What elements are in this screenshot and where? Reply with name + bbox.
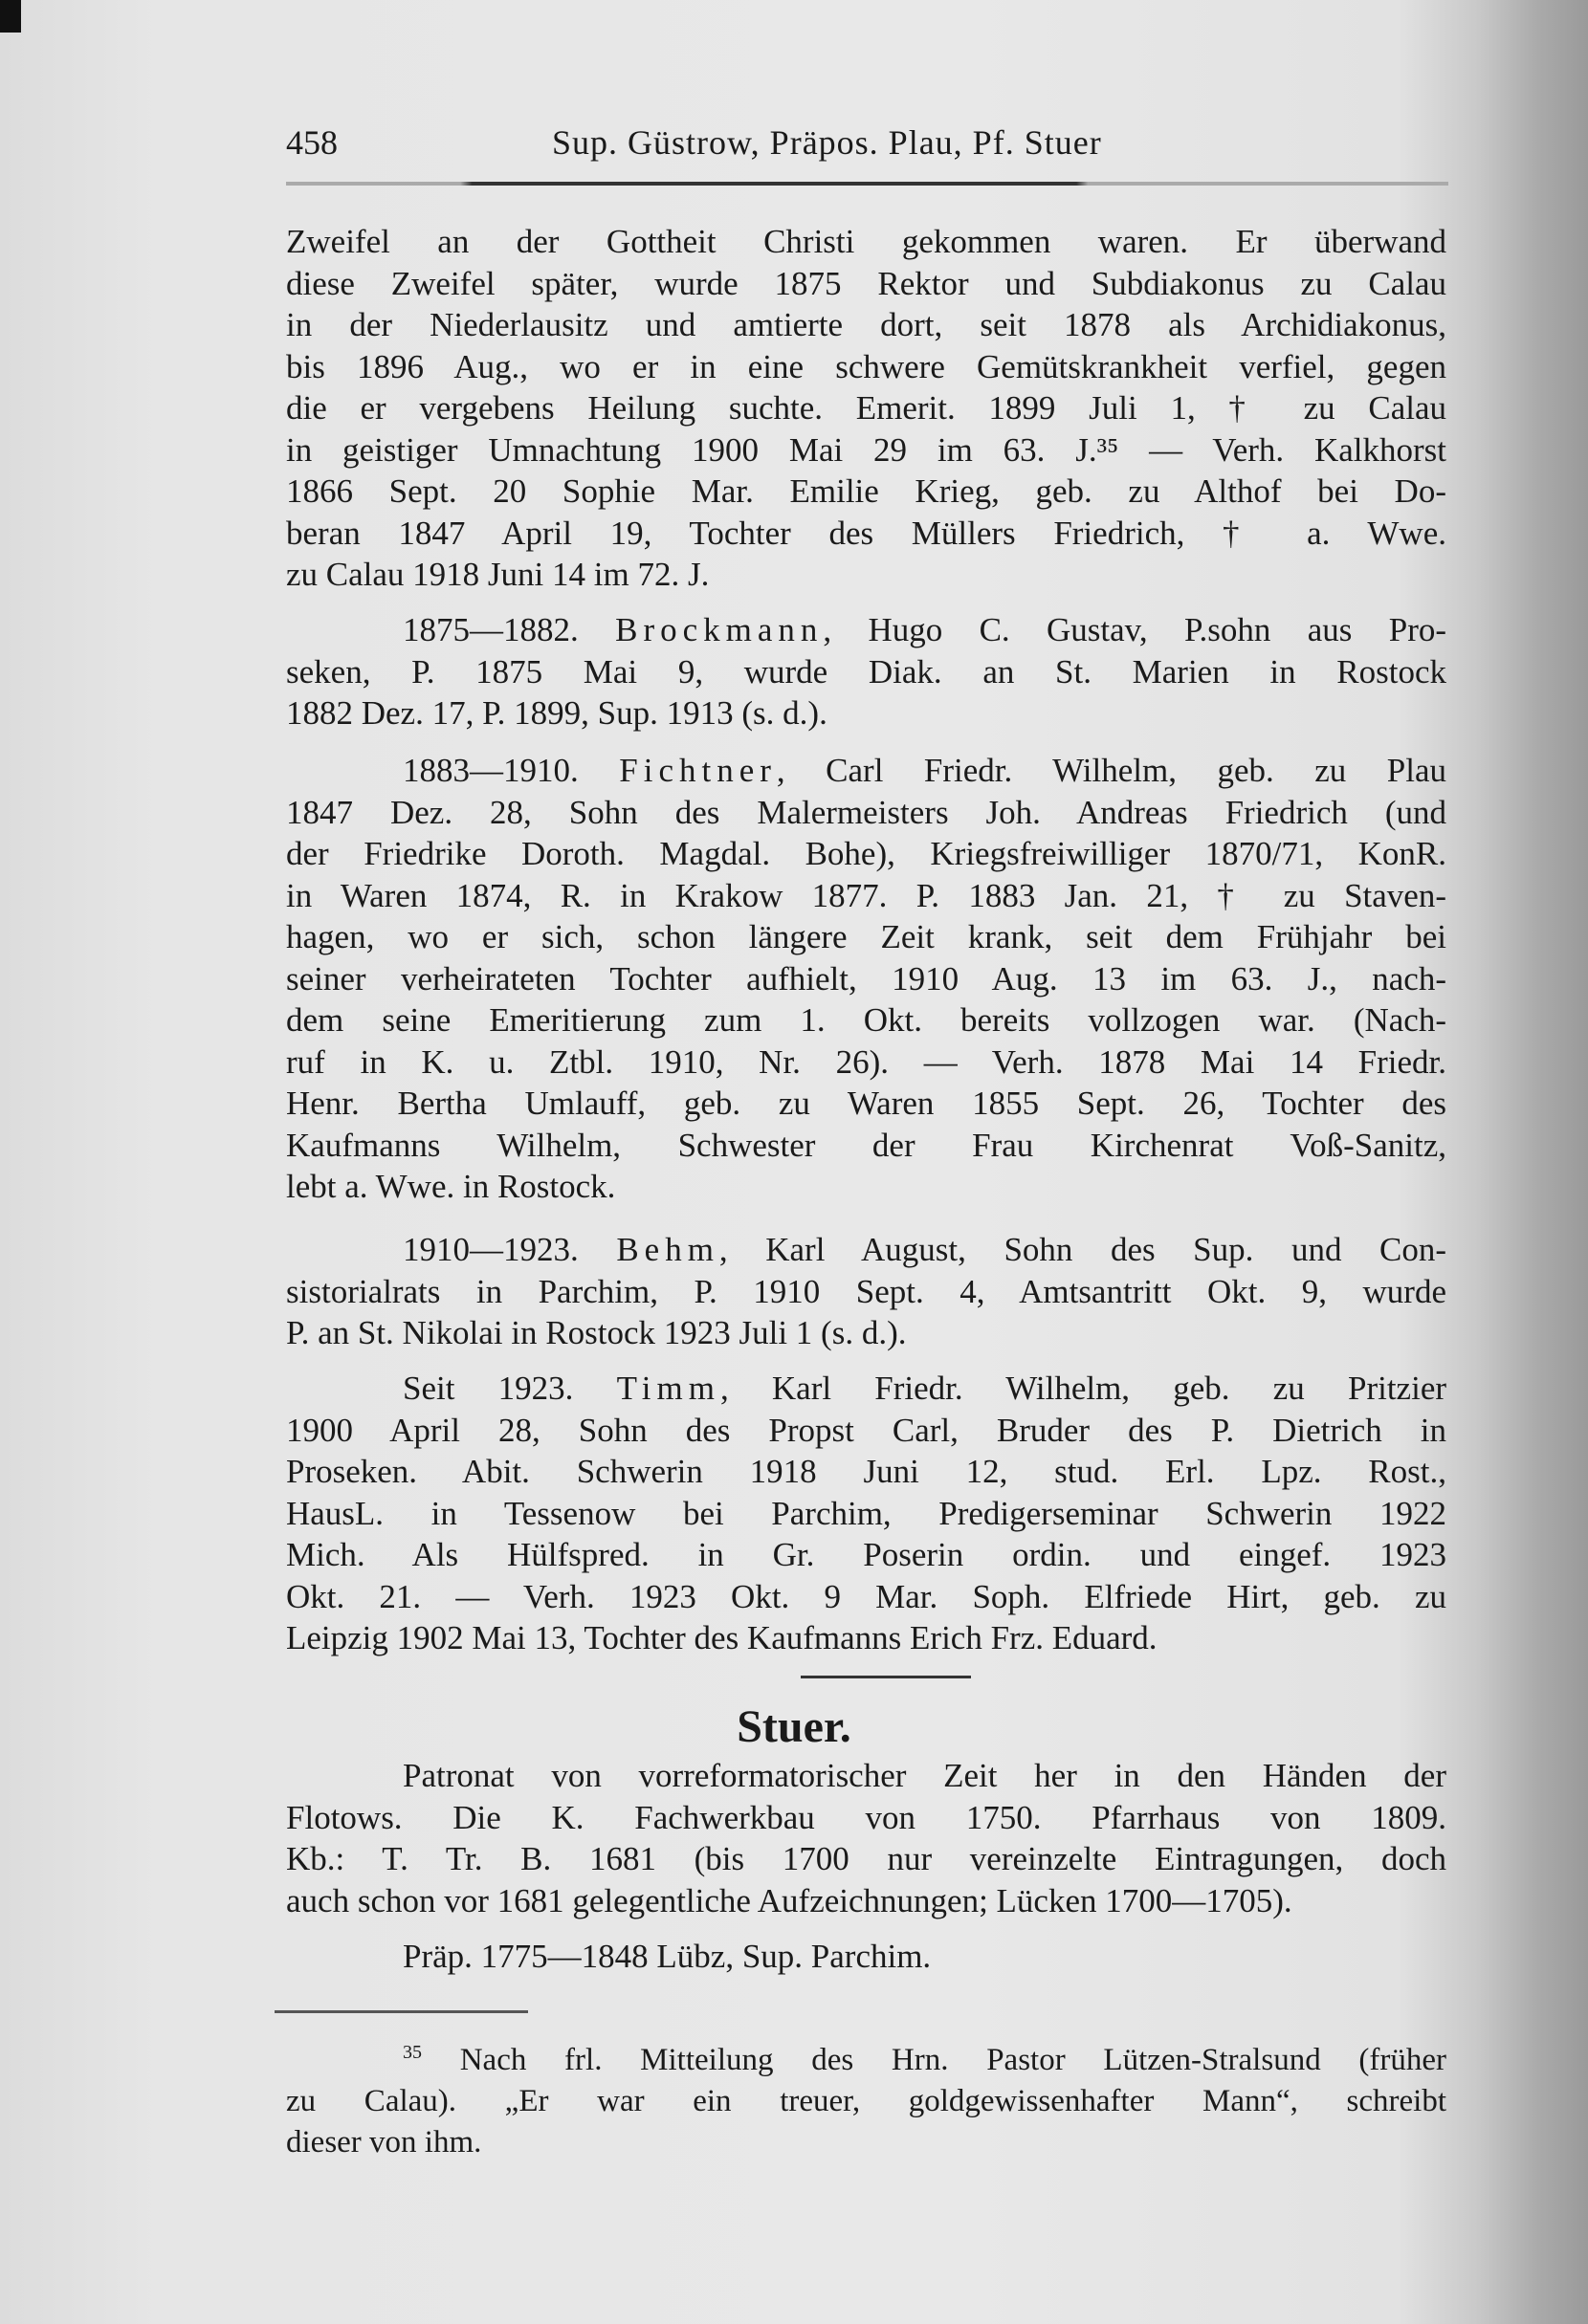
text-line: Leipzig 1902 Mai 13, Tochter des Kaufmanns Erich Frz. Eduard. bbox=[286, 1619, 1158, 1656]
text-line: diese Zweifel später, wurde 1875 Rektor und Subdiakonus zu Calau bbox=[286, 264, 1446, 302]
text-line: Patronat von vorreformatorischer Zeit her in den Händen der bbox=[403, 1757, 1446, 1794]
text-line: zu Calau 1918 Juni 14 im 72. J. bbox=[286, 556, 710, 593]
entry-behm bbox=[286, 1229, 1446, 1354]
entry-first-line bbox=[286, 1368, 1446, 1410]
text-line: lebt a. Wwe. in Rostock. bbox=[286, 1168, 616, 1205]
text-line: seiner verheirateten Tochter aufhielt, 1910 Aug. 13 im 63. J., nach- bbox=[286, 959, 1446, 998]
header-rule bbox=[286, 182, 1448, 186]
entry-fichtner bbox=[286, 750, 1446, 1208]
entry-dates: 1875—1882. bbox=[403, 611, 579, 648]
entry-name: Brockmann bbox=[615, 611, 824, 648]
paragraph-continuation bbox=[286, 221, 1446, 596]
entry-brockmann bbox=[286, 609, 1446, 734]
section-rule bbox=[801, 1676, 971, 1678]
entry-first-line bbox=[286, 1229, 1446, 1271]
text-line: 1866 Sept. 20 Sophie Mar. Emilie Krieg, geb. zu Althof bei Do- bbox=[286, 472, 1446, 510]
entry-dates: Seit 1923. bbox=[403, 1370, 574, 1407]
text-line: P. an St. Nikolai in Rostock 1923 Juli 1 (s. d.). bbox=[286, 1314, 907, 1351]
entry-first-line bbox=[286, 750, 1446, 792]
page-number: 458 bbox=[286, 123, 338, 162]
text-line: bis 1896 Aug., wo er in eine schwere Gemütskrankheit verfiel, gegen bbox=[286, 347, 1446, 385]
text-line: Okt. 21. — Verh. 1923 Okt. 9 Mar. Soph. Elfriede Hirt, geb. zu bbox=[286, 1577, 1446, 1615]
footnote bbox=[286, 2040, 1446, 2163]
page-header bbox=[286, 122, 1281, 170]
entry-first-line-rest: , Hugo C. Gustav, P.sohn aus Pro- bbox=[823, 611, 1447, 648]
section-heading: Stuer. bbox=[737, 1701, 851, 1752]
footnote-line bbox=[286, 2040, 1446, 2081]
text-line: 1847 Dez. 28, Sohn des Malermeisters Joh. Andreas Friedrich (und bbox=[286, 793, 1446, 831]
section-paragraph-patronat bbox=[286, 1755, 1446, 1921]
text-line: 1882 Dez. 17, P. 1899, Sup. 1913 (s. d.). bbox=[286, 694, 827, 732]
text-line: dem seine Emeritierung zum 1. Okt. bereits vollzogen war. (Nach- bbox=[286, 1001, 1446, 1039]
text-line: sistorialrats in Parchim, P. 1910 Sept. 4, Amtsantritt Okt. 9, wurde bbox=[286, 1272, 1446, 1310]
text-line: Henr. Bertha Umlauff, geb. zu Waren 1855 Sept. 26, Tochter des bbox=[286, 1085, 1446, 1122]
entry-name: Behm bbox=[616, 1231, 719, 1268]
entry-first-line-rest: , Carl Friedr. Wilhelm, geb. zu Plau bbox=[776, 752, 1447, 789]
running-title: Sup. Güstrow, Präpos. Plau, Pf. Stuer bbox=[552, 123, 1102, 162]
footnote-text: Nach frl. Mitteilung des Hrn. Pastor Lützen-Stralsund (früher bbox=[459, 2043, 1447, 2077]
entry-first-line-rest: , Karl Friedr. Wilhelm, geb. zu Pritzier bbox=[719, 1370, 1447, 1407]
text-line: Proseken. Abit. Schwerin 1918 Juni 12, stud. Erl. Lpz. Rost., bbox=[286, 1453, 1446, 1490]
footnote-line bbox=[286, 2081, 1446, 2122]
text-line: auch schon vor 1681 gelegentliche Aufzeichnungen; Lücken 1700—1705). bbox=[286, 1881, 1292, 1919]
text-line: Kaufmanns Wilhelm, Schwester der Frau Kirchenrat Voß-Sanitz, bbox=[286, 1126, 1446, 1164]
footnote-marker: 35 bbox=[403, 2042, 422, 2063]
text-line: der Friedrike Doroth. Magdal. Bohe), Kriegsfreiwilliger 1870/71, KonR. bbox=[286, 835, 1446, 872]
entry-name: Fichtner bbox=[619, 752, 777, 789]
text-line: Flotows. Die K. Fachwerkbau von 1750. Pfarrhaus von 1809. bbox=[286, 1798, 1446, 1836]
text-line: HausL. in Tessenow bei Parchim, Predigerseminar Schwerin 1922 bbox=[286, 1494, 1446, 1532]
text-line: seken, P. 1875 Mai 9, wurde Diak. an St. Marien in Rostock bbox=[286, 652, 1446, 691]
text-line: ruf in K. u. Ztbl. 1910, Nr. 26). — Verh. 1878 Mai 14 Friedr. bbox=[286, 1042, 1446, 1081]
scan-corner bbox=[0, 0, 21, 33]
entry-first-line bbox=[286, 609, 1446, 651]
text-line: die er vergebens Heilung suchte. Emerit. 1899 Juli 1, † zu Calau bbox=[286, 389, 1446, 427]
footnote-rule bbox=[275, 2010, 528, 2013]
entry-timm bbox=[286, 1368, 1446, 1659]
section-paragraph-praep bbox=[286, 1936, 1446, 1978]
text-line: Mich. Als Hülfspred. in Gr. Poserin ordin. und eingef. 1923 bbox=[286, 1536, 1446, 1573]
text-line: hagen, wo er sich, schon längere Zeit krank, seit dem Frühjahr bei bbox=[286, 918, 1446, 955]
text-line: 1900 April 28, Sohn des Propst Carl, Bruder des P. Dietrich in bbox=[286, 1411, 1446, 1449]
text-line: in Waren 1874, R. in Krakow 1877. P. 1883 Jan. 21, † zu Staven- bbox=[286, 876, 1446, 914]
text-line: Kb.: T. Tr. B. 1681 (bis 1700 nur vereinzelte Eintragungen, doch bbox=[286, 1840, 1446, 1877]
text-line: Präp. 1775—1848 Lübz, Sup. Parchim. bbox=[403, 1938, 932, 1975]
entry-first-line-rest: , Karl August, Sohn des Sup. und Con- bbox=[718, 1231, 1447, 1268]
text-line: in geistiger Umnachtung 1900 Mai 29 im 63. J.³⁵ — Verh. Kalkhorst bbox=[286, 430, 1446, 469]
entry-dates: 1883—1910. bbox=[403, 752, 579, 789]
text-line: beran 1847 April 19, Tochter des Müllers Friedrich, † a. Wwe. bbox=[286, 514, 1446, 552]
footnote-text: zu Calau). „Er war ein treuer, goldgewissenhafter Mann“, schreibt bbox=[286, 2084, 1446, 2118]
footnote-text: dieser von ihm. bbox=[286, 2125, 482, 2160]
entry-dates: 1910—1923. bbox=[403, 1231, 579, 1268]
text-line: in der Niederlausitz und amtierte dort, seit 1878 als Archidiakonus, bbox=[286, 306, 1446, 343]
entry-name: Timm bbox=[616, 1370, 720, 1407]
text-line: Zweifel an der Gottheit Christi gekommen waren. Er überwand bbox=[286, 223, 1446, 260]
footnote-line bbox=[286, 2122, 1446, 2163]
